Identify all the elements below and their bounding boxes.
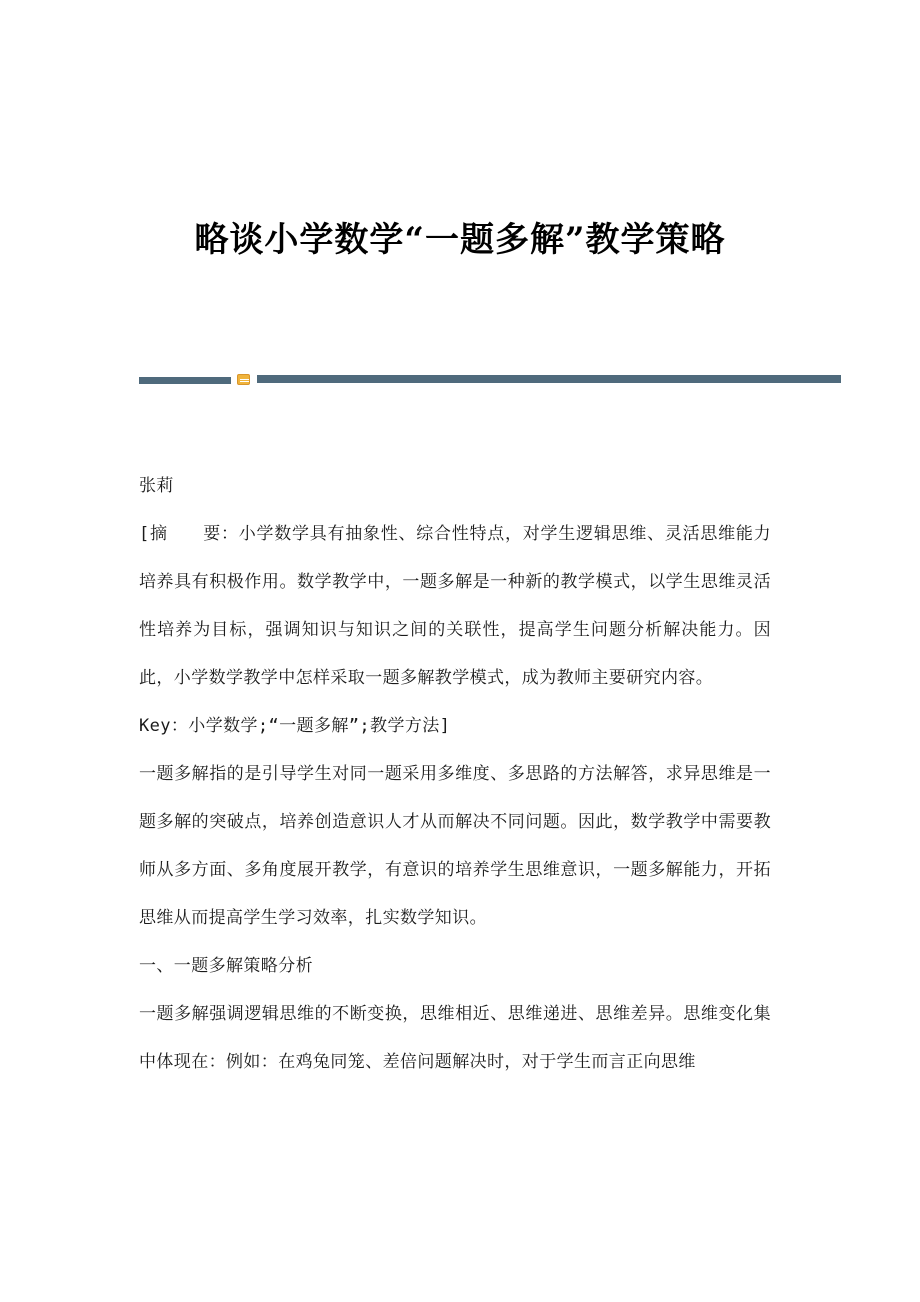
section-heading: 一、一题多解策略分析	[139, 956, 313, 976]
abstract-paragraph: [摘 要：小学数学具有抽象性、综合性特点，对学生逻辑思维、灵活思维能力培养具有积极作用。数学教学中，一题多解是一种新的教学模式，以学生思维灵活性培养为目标，强调知识与知识之间的关联性，提高学生问题分析解决能力。因此，小学数学教学中怎样采取一题多解教学模式，成为教师主要研究内容。	[139, 524, 771, 688]
document-title: 略谈小学数学“一题多解”教学策略	[194, 220, 726, 260]
keywords-line: Key：小学数学;“一题多解”;教学方法]	[139, 716, 451, 736]
body-paragraph-1: 一题多解指的是引导学生对同一题采用多维度、多思路的方法解答，求异思维是一题多解的突破点，培养创造意识人才从而解决不同问题。因此，数学教学中需要教师从多方面、多角度展开教学，有意识的培养学生思维意识，一题多解能力，开拓思维从而提高学生学习效率，扎实数学知识。	[139, 764, 771, 928]
divider-bar-left	[139, 377, 231, 384]
title-divider	[139, 374, 841, 386]
divider-bar-right	[257, 375, 841, 383]
body-paragraph-2: 一题多解强调逻辑思维的不断变换，思维相近、思维递进、思维差异。思维变化集中体现在：例如：在鸡兔同笼、差倍问题解决时，对于学生而言正向思维	[139, 1004, 771, 1072]
document-body	[139, 462, 771, 1086]
divider-ornament-icon	[237, 374, 250, 385]
author-name: 张莉	[139, 476, 174, 496]
